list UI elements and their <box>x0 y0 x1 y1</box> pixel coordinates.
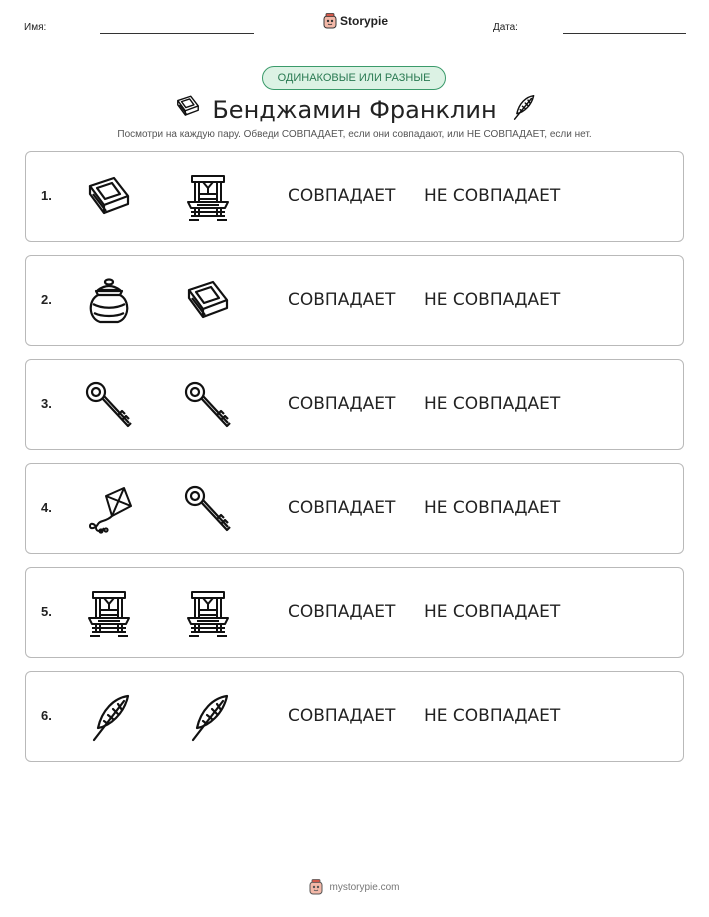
name-label: Имя: <box>24 22 47 33</box>
question-row <box>25 255 684 346</box>
storypie-mascot-icon <box>309 879 323 895</box>
key-icon <box>183 380 233 432</box>
storypie-mascot-icon <box>323 13 337 29</box>
printing-press-icon <box>183 588 233 640</box>
question-number: 4. <box>41 500 52 515</box>
instructions: Посмотри на каждую пару. Обведи СОВПАДАЕТ, если они совпадают, или НЕ СОВПАДАЕТ, если нет. <box>117 129 592 140</box>
option-same[interactable]: СОВПАДАЕТ <box>288 394 396 414</box>
jar-icon <box>84 276 134 328</box>
printing-press-icon <box>84 588 134 640</box>
question-row <box>25 359 684 450</box>
option-same[interactable]: СОВПАДАЕТ <box>288 186 396 206</box>
worksheet-type-badge <box>262 66 446 90</box>
question-number: 3. <box>41 396 52 411</box>
question-number: 2. <box>41 292 52 307</box>
option-different[interactable]: НЕ СОВПАДАЕТ <box>424 602 561 622</box>
option-same[interactable]: СОВПАДАЕТ <box>288 602 396 622</box>
key-icon <box>84 380 134 432</box>
date-line[interactable] <box>563 33 686 34</box>
question-number: 1. <box>41 188 52 203</box>
question-row <box>25 151 684 242</box>
book-icon <box>174 93 202 121</box>
kite-icon <box>84 484 134 536</box>
book-icon <box>183 276 233 328</box>
key-icon <box>183 484 233 536</box>
option-different[interactable]: НЕ СОВПАДАЕТ <box>424 394 561 414</box>
question-row <box>25 671 684 762</box>
page-title: Бенджамин Франклин <box>212 96 497 124</box>
option-different[interactable]: НЕ СОВПАДАЕТ <box>424 706 561 726</box>
quill-icon <box>183 692 233 744</box>
date-label: Дата: <box>493 22 518 33</box>
option-same[interactable]: СОВПАДАЕТ <box>288 290 396 310</box>
printing-press-icon <box>183 172 233 224</box>
question-row <box>25 567 684 658</box>
footer <box>0 879 709 895</box>
question-number: 6. <box>41 708 52 723</box>
quill-icon <box>509 93 537 123</box>
option-different[interactable]: НЕ СОВПАДАЕТ <box>424 290 561 310</box>
book-icon <box>84 172 134 224</box>
storypie-logo <box>323 13 388 29</box>
option-same[interactable]: СОВПАДАЕТ <box>288 706 396 726</box>
title-area <box>0 93 709 127</box>
option-different[interactable]: НЕ СОВПАДАЕТ <box>424 498 561 518</box>
option-different[interactable]: НЕ СОВПАДАЕТ <box>424 186 561 206</box>
footer-site-link[interactable]: mystorypie.com <box>329 881 400 893</box>
option-same[interactable]: СОВПАДАЕТ <box>288 498 396 518</box>
badge-label: ОДИНАКОВЫЕ ИЛИ РАЗНЫЕ <box>277 72 431 84</box>
quill-icon <box>84 692 134 744</box>
name-line[interactable] <box>100 33 254 34</box>
question-number: 5. <box>41 604 52 619</box>
question-row <box>25 463 684 554</box>
brand-name: Storypie <box>340 14 389 28</box>
